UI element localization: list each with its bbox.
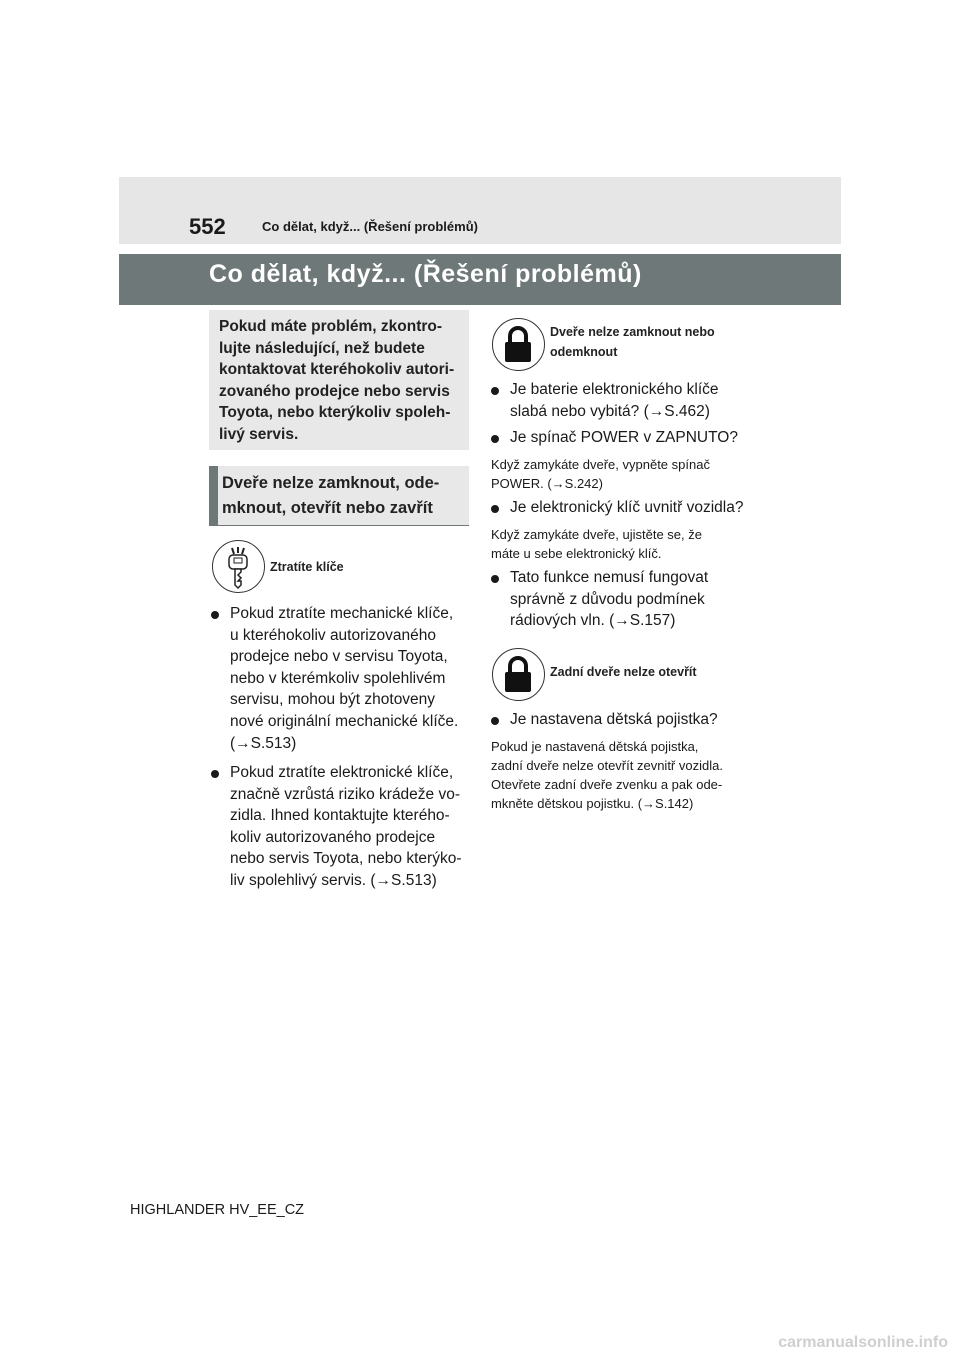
sub-heading-lock: Dveře nelze zamknout nebo odemknout — [550, 325, 715, 359]
bullet-text: Pokud ztratíte elektronické klíče, značně vzrůstá riziko krádeže vo- zidla. Ihned kontaktujte kterého- koliv autorizovaného prodejce nebo servis Toyota, nebo kterýko- liv spolehlivý servis. (→S.513) — [230, 764, 462, 889]
list-item — [491, 427, 761, 449]
note-text: Pokud je nastavená dětská pojistka, zadní dveře nelze otevřít zevnitř vozidla. Otevřete zadní dveře zvenku a pak ode- mkněte dětskou pojistku. (→S.142) — [491, 739, 723, 811]
header-band — [119, 177, 841, 244]
intro-text: Pokud máte problém, zkontro- lujte následující, než budete kontaktovat kteréhokoliv autori- zovaného prodejce nebo servis Toyota, nebo kterýkoliv spoleh- livý servis. — [219, 318, 455, 443]
footer-model: HIGHLANDER HV_EE_CZ — [130, 1202, 305, 1218]
bullet-dot — [211, 770, 219, 778]
page-number: 552 — [189, 214, 226, 239]
lock-icon — [492, 318, 545, 371]
list-item — [491, 567, 761, 632]
note-text: Když zamykáte dveře, vypněte spínač POWER. (→S.242) — [491, 457, 710, 491]
bullet-text: Je nastavena dětská pojistka? — [510, 711, 718, 728]
bullet-dot — [491, 505, 499, 513]
list-item — [491, 709, 761, 731]
bullet-dot — [491, 575, 499, 583]
page-title: Co dělat, když... (Řešení problémů) — [209, 260, 642, 288]
bullet-dot — [491, 717, 499, 725]
note-text: Když zamykáte dveře, ujistěte se, že máte u sebe elektronický klíč. — [491, 527, 702, 561]
list-item — [491, 497, 761, 519]
watermark: carmanualsonline.info — [778, 1334, 948, 1351]
bullet-text: Tato funkce nemusí fungovat správně z důvodu podmínek rádiových vln. (→S.157) — [510, 569, 709, 630]
list-item — [211, 762, 473, 892]
key-icon — [212, 540, 265, 593]
list-item — [211, 603, 473, 754]
bullet-dot — [491, 387, 499, 395]
bullet-text: Je elektronický klíč uvnitř vozidla? — [510, 499, 744, 516]
bullet-text: Pokud ztratíte mechanické klíče, u kteréhokoliv autorizovaného prodejce nebo v servisu Toyota, nebo v kterémkoliv spolehlivém servisu, mohou být zhotoveny nové originální mechanické klíče. (→S.513) — [230, 605, 459, 752]
running-title: Co dělat, když... (Řešení problémů) — [262, 219, 478, 234]
sub-heading-lost-keys: Ztratíte klíče — [270, 560, 344, 574]
section-heading: Dveře nelze zamknout, ode- mknout, otevřít nebo zavřít — [222, 474, 440, 517]
lock-icon — [492, 648, 545, 701]
bullet-dot — [491, 435, 499, 443]
bullet-text: Je spínač POWER v ZAPNUTO? — [510, 429, 738, 446]
bullet-dot — [211, 611, 219, 619]
list-item — [491, 379, 761, 422]
bullet-text: Je baterie elektronického klíče slabá nebo vybitá? (→S.462) — [510, 381, 719, 420]
sub-heading-rear-door: Zadní dveře nelze otevřít — [550, 665, 697, 679]
